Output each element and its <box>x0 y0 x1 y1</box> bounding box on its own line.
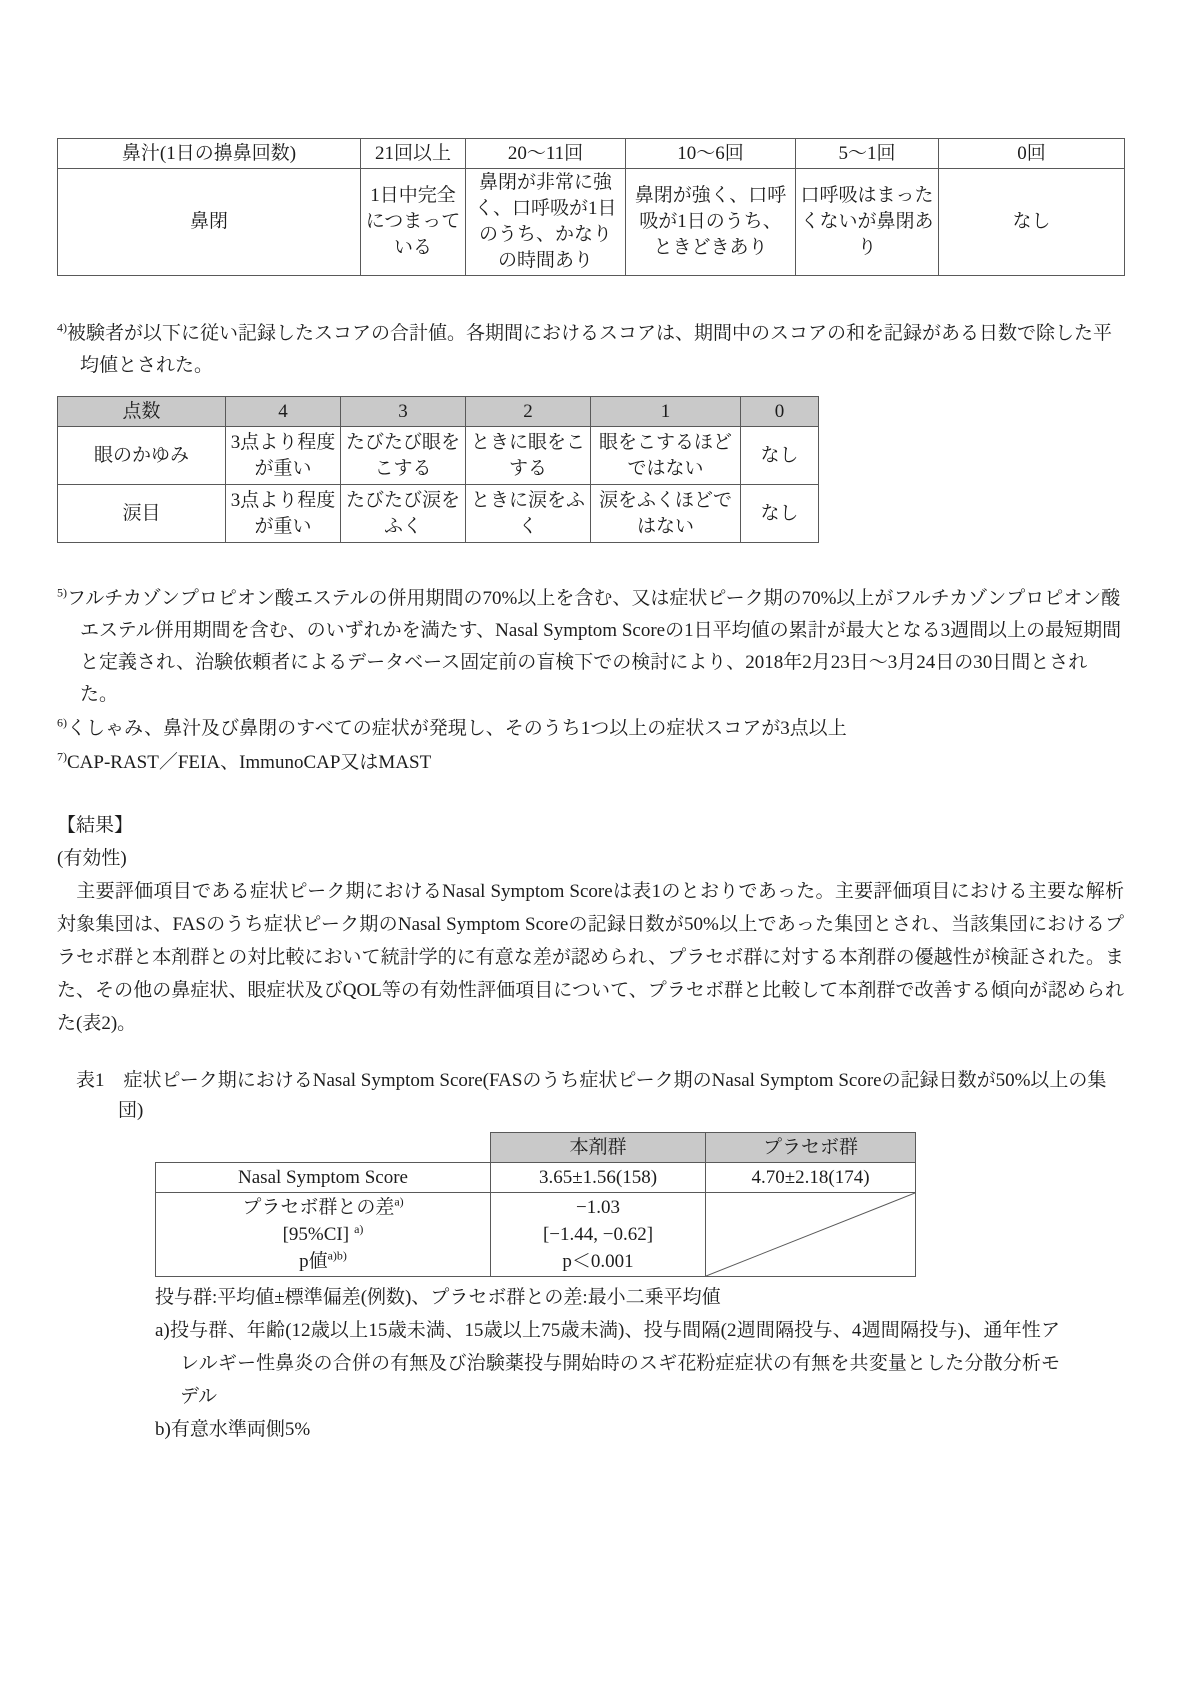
footnote-7-marker: 7) <box>57 749 67 764</box>
footnote-6 <box>57 713 1124 745</box>
note-b-text: 有意水準両側5% <box>170 1419 311 1440</box>
footnote-4-marker: 4) <box>57 320 67 335</box>
score-table-header-cell: 2 <box>466 397 591 427</box>
table1-nss-results <box>155 1132 916 1277</box>
table1-row-label-nss: Nasal Symptom Score <box>156 1163 491 1193</box>
nasal-table-header-cell: 5〜1回 <box>796 139 939 169</box>
nasal-table-header-row <box>58 139 1125 169</box>
nasal-table-header-cell: 20〜11回 <box>466 139 626 169</box>
table1-header-row <box>156 1133 916 1163</box>
nasal-table-cell: 鼻閉が強く、口呼吸が1日のうち、ときどきあり <box>626 169 796 276</box>
footnote-7-text: CAP-RAST／FEIA、ImmunoCAP又はMAST <box>67 752 432 773</box>
diagonal-strikethrough-line <box>706 1193 915 1276</box>
score-table-header-cell: 1 <box>591 397 741 427</box>
table1-caption: 表1 症状ピーク期におけるNasal Symptom Score(FASのうち症状ピーク期のNasal Symptom Scoreの記録日数が50%以上の集団) <box>76 1070 1107 1121</box>
nasal-table-row <box>58 169 1125 276</box>
footnote-5-marker: 5) <box>57 585 67 600</box>
score-table-cell: 3点より程度が重い <box>226 427 341 485</box>
score-table-cell: 眼をこするほどではない <box>591 427 741 485</box>
nasal-table-header-cell: 鼻汁(1日の擤鼻回数) <box>58 139 361 169</box>
nasal-table-cell: 鼻閉が非常に強く、口呼吸が1日のうち、かなりの時間あり <box>466 169 626 276</box>
value-difference: −1.03 <box>576 1197 620 1218</box>
table1-row-label-difference <box>156 1193 491 1277</box>
efficacy-paragraph: 主要評価項目である症状ピーク期におけるNasal Symptom Scoreは表1のとおりであった。主要評価項目における主要な解析対象集団は、FASのうち症状ピーク期のNasal Symptom Scoreの記録日数が50%以上であった集団とされ、当該集団におけるプラセボ群と本剤群との対比較において統計学的に有意な差が認められ、プラセボ群に対する本剤群の優越性が検証された。また、その他の鼻症状、眼症状及びQOL等の有効性評価項目について、プラセボ群と比較して本剤群で改善する傾向が認められた(表2)。 <box>57 881 1124 1034</box>
footnote-4-text: 被験者が以下に従い記録したスコアの合計値。各期間におけるスコアは、期間中のスコアの和を記録がある日数で除した平均値とされた。 <box>67 323 1113 376</box>
score-table-header-row <box>58 397 819 427</box>
table1-notes <box>155 1281 1060 1446</box>
label-ci-sup: a) <box>354 1221 364 1236</box>
footnote-4 <box>57 318 1124 382</box>
label-pvalue-text: p値 <box>299 1251 328 1272</box>
score-table-cell: 涙をふくほどではない <box>591 485 741 543</box>
score-table-header-cell: 3 <box>341 397 466 427</box>
table1-value-difference-placebo <box>706 1193 916 1277</box>
table1-header-active-group: 本剤群 <box>491 1133 706 1163</box>
value-pvalue: p＜0.001 <box>562 1251 634 1272</box>
nasal-table-cell: なし <box>939 169 1125 276</box>
score-table-row-eye-itch <box>58 427 819 485</box>
note-b-marker: b) <box>155 1419 171 1440</box>
score-table-header-cell: 4 <box>226 397 341 427</box>
footnote-6-marker: 6) <box>57 715 67 730</box>
score-table-row-tearing <box>58 485 819 543</box>
nasal-table-row-label: 鼻閉 <box>58 169 361 276</box>
nasal-table-header-cell: 21回以上 <box>361 139 466 169</box>
table1-header-placebo-group: プラセボ群 <box>706 1133 916 1163</box>
label-pvalue-line <box>160 1248 486 1275</box>
score-table-cell: たびたび眼をこする <box>341 427 466 485</box>
table1-value-nss-active: 3.65±1.56(158) <box>491 1163 706 1193</box>
score-table-cell: たびたび涙をふく <box>341 485 466 543</box>
score-table-cell: なし <box>741 485 819 543</box>
efficacy-subheading: (有効性) <box>57 848 127 869</box>
table1-row-nss <box>156 1163 916 1193</box>
label-difference-line <box>160 1194 486 1221</box>
note-a-marker: a) <box>155 1320 170 1341</box>
score-table-cell: なし <box>741 427 819 485</box>
footnote-5-text: フルチカゾンプロピオン酸エステルの併用期間の70%以上を含む、又は症状ピーク期の70%以上がフルチカゾンプロピオン酸エステル併用期間を含む、のいずれかを満たす、Nasal Symptom Scoreの1日平均値の累計が最大となる3週間以上の最短期間と定義され、治験依頼者によるデータベース固定前の盲検下での検討により、2018年2月23日〜3月24日の30日間とされた。 <box>67 588 1122 705</box>
table1-value-nss-placebo: 4.70±2.18(174) <box>706 1163 916 1193</box>
nasal-table-cell: 1日中完全につまっている <box>361 169 466 276</box>
score-table-header-cell: 0 <box>741 397 819 427</box>
label-difference-sup: a) <box>394 1194 404 1209</box>
nasal-table-header-cell: 10〜6回 <box>626 139 796 169</box>
footnote-6-text: くしゃみ、鼻汁及び鼻閉のすべての症状が発現し、そのうち1つ以上の症状スコアが3点以上 <box>67 718 847 739</box>
table1-note-b <box>155 1413 1060 1446</box>
score-table-header-cell: 点数 <box>58 397 226 427</box>
table1-empty-corner-cell <box>156 1133 491 1163</box>
results-heading: 【結果】 <box>57 815 134 836</box>
label-ci-text: [95%CI] <box>282 1224 350 1245</box>
table1-row-difference <box>156 1193 916 1277</box>
label-difference-text: プラセボ群との差 <box>242 1197 395 1218</box>
score-table-row-label: 眼のかゆみ <box>58 427 226 485</box>
nasal-table-header-cell: 0回 <box>939 139 1125 169</box>
note-a-text: 投与群、年齢(12歳以上15歳未満、15歳以上75歳未満)、投与間隔(2週間隔投与、4週間隔投与)、通年性アレルギー性鼻炎の合併の有無及び治験薬投与開始時のスギ花粉症症状の有無を共変量とした分散分析モデル <box>169 1320 1060 1407</box>
score-table-cell: ときに涙をふく <box>466 485 591 543</box>
score-table-row-label: 涙目 <box>58 485 226 543</box>
label-pvalue-sup: a)b) <box>327 1248 347 1263</box>
value-ci: [−1.44, −0.62] <box>542 1224 654 1245</box>
score-table-cell: ときに眼をこする <box>466 427 591 485</box>
score-table-cell: 3点より程度が重い <box>226 485 341 543</box>
label-ci-line <box>160 1221 486 1248</box>
table1-note-legend: 投与群:平均値±標準偏差(例数)、プラセボ群との差:最小二乗平均値 <box>155 1287 721 1308</box>
nasal-table-cell: 口呼吸はまったくないが鼻閉あり <box>796 169 939 276</box>
nasal-symptom-score-table <box>57 138 1125 276</box>
table1-note-a <box>155 1314 1060 1413</box>
footnote-7 <box>57 747 1124 779</box>
table1-value-difference-active <box>491 1193 706 1277</box>
eye-symptom-score-table <box>57 396 819 543</box>
footnote-5 <box>57 583 1124 711</box>
